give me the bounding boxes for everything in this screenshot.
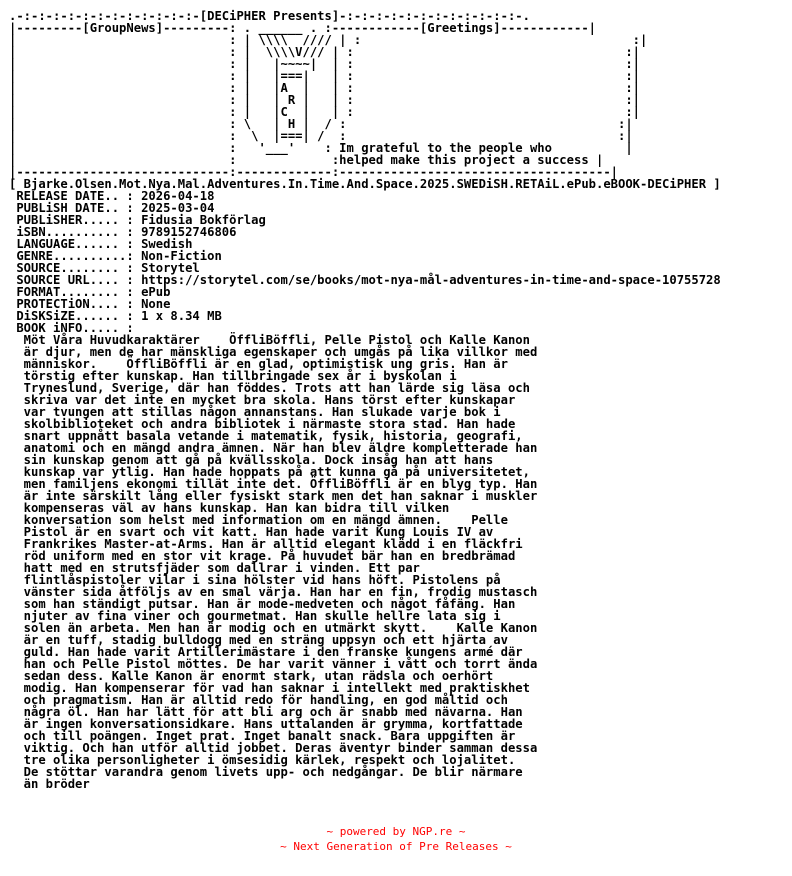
nfo-line: människor. ÖffliBöffli är en glad, optimistisk ung gris. Han är <box>9 357 508 371</box>
nfo-line: |-----------------------------:-------------:-------------------------------------| <box>9 165 619 179</box>
nfo-line: | : :helped make this project a success | <box>9 153 604 167</box>
nfo-line: Tryneslund, Sverige, där han föddes. Trots att han lärde sig läsa och <box>9 381 530 395</box>
footer <box>0 824 792 854</box>
nfo-line: solen än arbeta. Men han är modig och en utmärkt skytt. Kalle Kanon <box>9 621 538 635</box>
nfo-line: modig. Han kompenserar för vad han saknar i intellekt med praktiskhet <box>9 681 530 695</box>
nfo-line: [ Bjarke.Olsen.Mot.Nya.Mal.Adventures.In.Time.And.Space.2025.SWEDiSH.RETAiL.ePub.eBOOK-DECiPHER ] <box>9 177 721 191</box>
nfo-line: DiSKSiZE...... : 1 x 8.34 MB <box>9 309 222 323</box>
nfo-line: | : | |A | | : :| <box>9 81 641 95</box>
nfo-line: snart uppnått basala vetande i matematik, fysik, historia, geografi, <box>9 429 523 443</box>
nfo-line: flintlåspistoler vilar i sina hölster vid hans höft. Pistolens på <box>9 573 501 587</box>
nfo-line: njuter av fina viner och gourmetmat. Han skulle hellre lata sig i <box>9 609 501 623</box>
nfo-line: hatt med en strutsfjäder som dallrar i vinden. Ett par <box>9 561 420 575</box>
nfo-line: PROTECTiON.... : None <box>9 297 171 311</box>
nfo-line: kunskap var ytlig. Han hade hoppats på att kunna gå på universitetet, <box>9 465 530 479</box>
nfo-line: röd uniform med en stor vit krage. På huvudet bär han en bredbrämad <box>9 549 516 563</box>
nfo-line: tre olika personligheter i ömsesidig kärlek, respekt och lojalitet. <box>9 753 516 767</box>
nfo-line: Pistol är en svart och vit katt. Han hade varit Kung Louis IV av <box>9 525 494 539</box>
nfo-line: några öl. Han har lätt för att bli arg och är snabb med nävarna. Han <box>9 705 523 719</box>
nfo-line: sedan dess. Kalle Kanon är enormt stark, utan rädsla och oerhört <box>9 669 494 683</box>
nfo-line: skolbiblioteket och andra bibliotek i närmaste stora stad. Han hade <box>9 417 516 431</box>
nfo-line: sin kunskap genom att gå på kvällsskola. Dock insåg han att hans <box>9 453 494 467</box>
nfo-line: |---------[GroupNews]---------: . ______ . :------------[Greetings]------------| <box>9 21 596 35</box>
nfo-line: är djur, men de har mänskliga egenskaper och umgås på lika villkor med <box>9 345 538 359</box>
nfo-text-block <box>9 10 721 790</box>
nfo-line: | : | |~~~~| | : :| <box>9 57 641 71</box>
nfo-line: LANGUAGE...... : Swedish <box>9 237 193 251</box>
nfo-line: .-:-:-:-:-:-:-:-:-:-:-:-:-[DECiPHER Presents]-:-:-:-:-:-:-:-:-:-:-:-:-. <box>9 9 530 23</box>
nfo-line: | : | |C | | : :| <box>9 105 641 119</box>
nfo-line: | : | | R | | : :| <box>9 93 641 107</box>
nfo-line: som han ständigt putsar. Han är mode-medveten och något fåfäng. Han <box>9 597 516 611</box>
nfo-line: FORMAT........ : ePub <box>9 285 171 299</box>
nfo-line: och till poängen. Inget prat. Inget banalt snack. Bara uppgiften är <box>9 729 516 743</box>
nfo-line: är ingen konversationsidkare. Hans uttalanden är grymma, kortfattade <box>9 717 523 731</box>
nfo-line: SOURCE........ : Storytel <box>9 261 200 275</box>
nfo-line: | : | \\\\ //// | : :| <box>9 33 648 47</box>
nfo-line: PUBLiSHER..... : Fidusia Bokförlag <box>9 213 266 227</box>
nfo-line: iSBN.......... : 9789152746806 <box>9 225 237 239</box>
nfo-line: är en tuff, stadig bulldogg med en sträng uppsyn och ett hjärta av <box>9 633 508 647</box>
nfo-line: han och Pelle Pistol möttes. De har varit vänner i vått och torrt ända <box>9 657 538 671</box>
nfo-line: viktig. Och han utför alltid jobbet. Deras äventyr binder samman dessa <box>9 741 538 755</box>
footer-tagline-link[interactable]: ~ Next Generation of Pre Releases ~ <box>280 840 512 853</box>
footer-powered-by-link[interactable]: ~ powered by NGP.re ~ <box>326 825 466 838</box>
nfo-line: | : \ |===| / : :| <box>9 129 633 143</box>
nfo-line: guld. Han hade varit Artillerimästare i den franske kungens armé där <box>9 645 523 659</box>
nfo-line: SOURCE URL.... : https://storytel.com/se/books/mot-nya-mål-adventures-in-time-and-space-10755728 <box>9 273 721 287</box>
nfo-line: törstig efter kunskap. Han tillbringade sex år i byskolan i <box>9 369 457 383</box>
nfo-line: och pragmatism. Han är alltid redo för handling, en god måltid och <box>9 693 508 707</box>
nfo-line: vänster sida åtföljs av en smal värja. Han har en fin, frodig mustasch <box>9 585 538 599</box>
nfo-line: konversation som helst med information om en mängd ämnen. Pelle <box>9 513 508 527</box>
nfo-line: GENRE..........: Non-Fiction <box>9 249 222 263</box>
nfo-line: BOOK iNFO..... : <box>9 321 134 335</box>
nfo-line: skriva var det inte en mycket bra skola. Hans törst efter kunskapar <box>9 393 516 407</box>
nfo-line: var tvungen att stillas någon annanstans. Han slukade varje bok i <box>9 405 501 419</box>
nfo-line: anatomi och en mängd andra ämnen. När han blev äldre kompletterade han <box>9 441 538 455</box>
nfo-line: RELEASE DATE.. : 2026-04-18 <box>9 189 215 203</box>
nfo-line: | : '___' : Im grateful to the people who | <box>9 141 633 155</box>
nfo-line: | : \ | H | / : :| <box>9 117 633 131</box>
nfo-line: kompenseras väl av hans kunskap. Han kan bidra till vilken <box>9 501 450 515</box>
nfo-line: PUBLiSH DATE.. : 2025-03-04 <box>9 201 215 215</box>
nfo-line: men familjens ekonomi tillät inte det. ÖffliBöffli är en blyg typ. Han <box>9 477 538 491</box>
nfo-line: | : | |===| | : :| <box>9 69 641 83</box>
nfo-line: De stöttar varandra genom livets upp- och nedgångar. De blir närmare <box>9 765 523 779</box>
nfo-line: Möt Våra Huvudkaraktärer ÖffliBöffli, Pelle Pistol och Kalle Kanon <box>9 333 530 347</box>
nfo-line: än bröder <box>9 777 90 791</box>
nfo-line: Frankrikes Master-at-Arms. Han är alltid elegant klädd i en fläckfri <box>9 537 523 551</box>
nfo-line: | : | \\\\V/// | : :| <box>9 45 641 59</box>
nfo-line: är inte särskilt lång eller fysiskt stark men det han saknar i muskler <box>9 489 538 503</box>
